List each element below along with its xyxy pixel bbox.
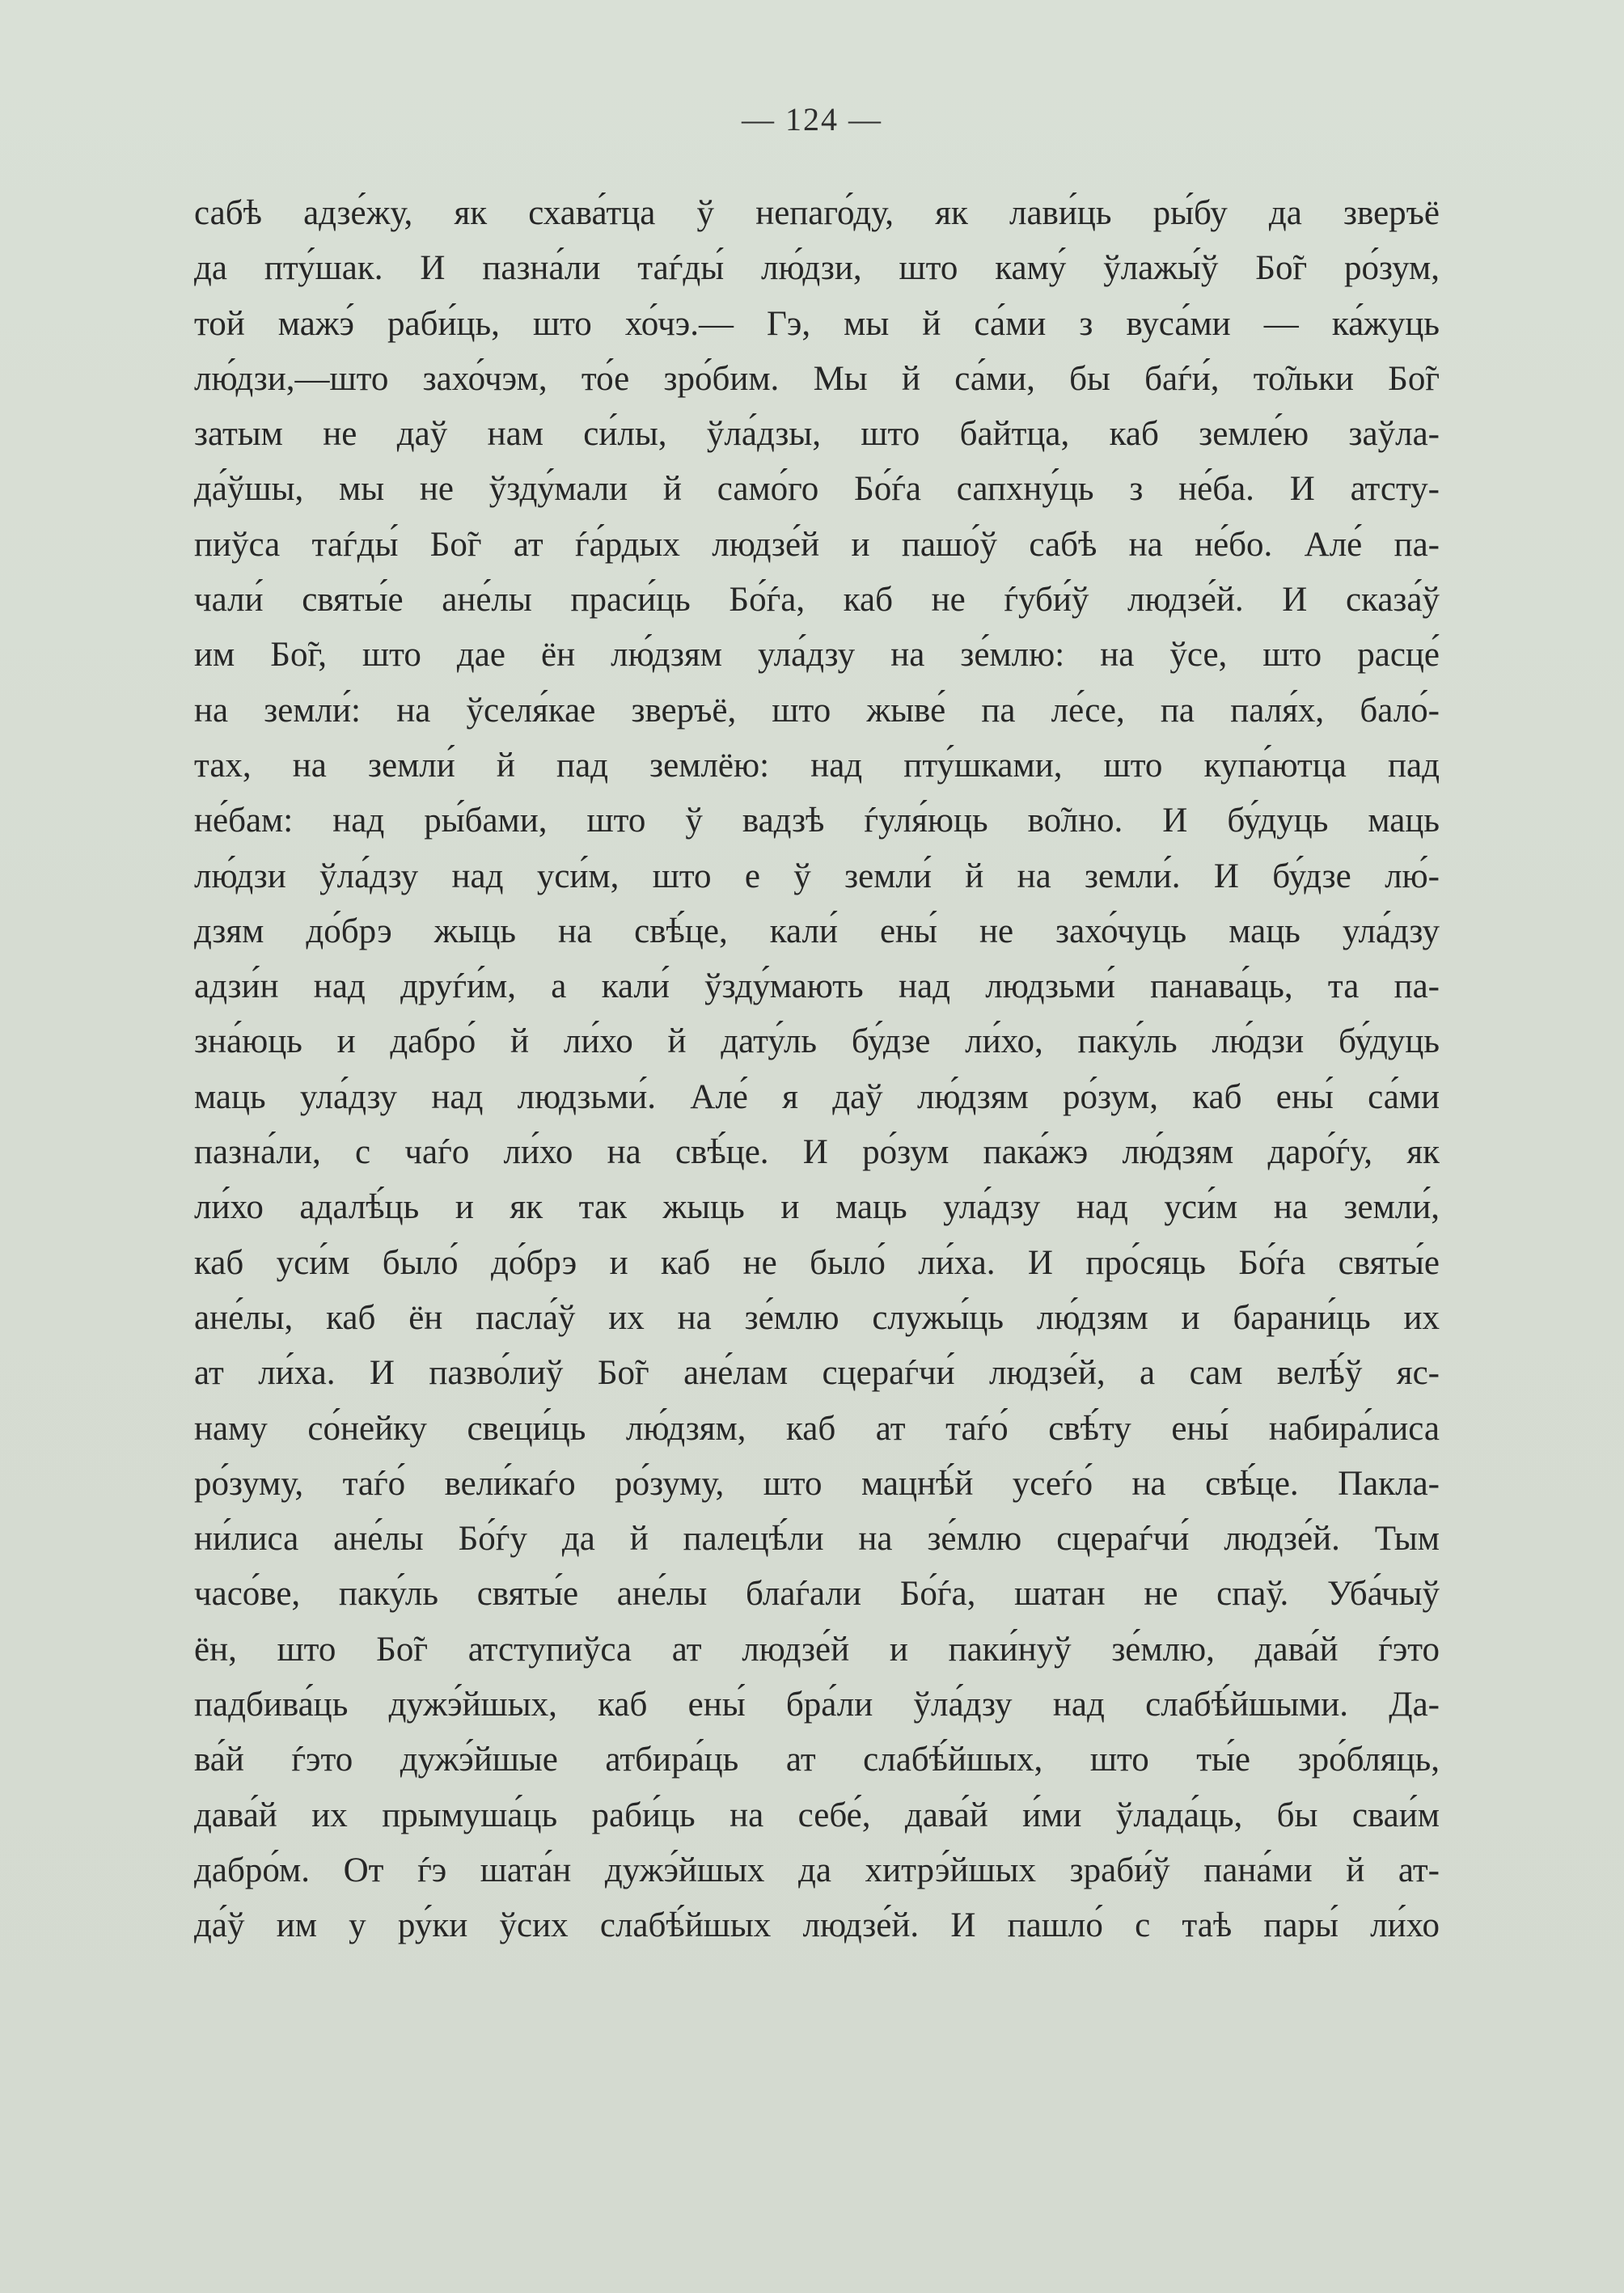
text-line: ане́лы, каб ён пасла́ў их на зе́млю служы́ць лю́дзям и барани́ць их	[194, 1298, 1440, 1337]
text-line: дабро́м. От ѓэ шата́н дужэ́йшых да хитрэ́йшых зраби́ў пана́ми й ат-	[194, 1851, 1440, 1889]
text-line: сабѣ адзе́жу, як схава́тца ў непаго́ду, як лави́ць ры́бу да зверъё	[194, 194, 1440, 232]
text-line: ва́й ѓэто дужэ́йшые атбира́ць ат слабѣ́йшых, што ты́е зро́бляць,	[194, 1741, 1440, 1779]
text-line: ли́хо адалѣ́ць и як так жыць и маць ула́дзу над уси́м на земли́,	[194, 1188, 1440, 1227]
text-line: чали́ святы́е ане́лы праси́ць Бо́ѓа, каб не ѓуби́ў людзе́й. И сказа́ў	[194, 581, 1440, 620]
text-line: той мажэ́ раби́ць, што хо́чэ.— Гэ, мы й са́ми з вуса́ми — ка́жуць	[194, 304, 1440, 343]
text-line: не́бам: над ры́бами, што ў вадзѣ ѓуля́юць во̃лно. И бу́дуць маць	[194, 802, 1440, 840]
text-line: ро́зуму, таѓо́ вели́каѓо ро́зуму, што мацнѣ́й усеѓо́ на свѣ́це. Пакла-	[194, 1464, 1440, 1503]
text-line: каб уси́м было́ до́брэ и каб не было́ ли́ха. И про́сяць Бо́ѓа святы́е	[194, 1243, 1440, 1282]
text-line: дава́й их прымуша́ць раби́ць на себе́, дава́й и́ми ўлада́ць, бы сваи́м	[194, 1796, 1440, 1834]
text-line: им Бо̃г, што дае ён лю́дзям ула́дзу на зе́млю: на ўсе, што расце́	[194, 636, 1440, 675]
text-line: да́ўшы, мы не ўзду́мали й само́го Бо́ѓа сапхну́ць з не́ба. И атсту-	[194, 470, 1440, 509]
text-line: дзям до́брэ жыць на свѣ́це, кали́ ены́ не захо́чуць маць ула́дзу	[194, 912, 1440, 950]
text-line: наму со́нейку свеци́ць лю́дзям, каб ат таѓо́ свѣ́ту ены́ набира́лиса	[194, 1409, 1440, 1448]
text-line: адзи́н над друѓи́м, а кали́ ўзду́мають над людзьми́ панава́ць, та па-	[194, 967, 1440, 1006]
text-line: на земли́: на ўселя́кае зверъё, што жыве́ па ле́се, па паля́х, бало́-	[194, 691, 1440, 730]
text-line: зна́юць и дабро́ й ли́хо й дату́ль бу́дзе ли́хо, паку́ль лю́дзи бу́дуць	[194, 1022, 1440, 1061]
text-line: пиўса таѓды́ Бо̃г ат ѓа́рдых людзе́й и пашо́ў сабѣ на не́бо. Але́ па-	[194, 525, 1440, 564]
text-line: часо́ве, паку́ль святы́е ане́лы блаѓали Бо́ѓа, шатан не спаў. Уба́чыў	[194, 1575, 1440, 1614]
text-line: тах, на земли́ й пад землёю: над пту́шками, што купа́ютца пад	[194, 746, 1440, 785]
text-line: да́ў им у ру́ки ўсих слабѣ́йшых людзе́й. И пашло́ с таѣ пары́ ли́хо	[194, 1906, 1440, 1945]
page-body-text	[194, 186, 1440, 1954]
text-line: ён, што Бо̃г атступиўса ат людзе́й и паки́нуў зе́млю, дава́й ѓэто	[194, 1630, 1440, 1669]
text-line: ни́лиса ане́лы Бо́ѓу да й палецѣ́ли на зе́млю сцераѓчи́ людзе́й. Тым	[194, 1520, 1440, 1559]
text-line: лю́дзи,—што захо́чэм, то́е зро́бим. Мы й са́ми, бы баѓи́, то̃льки Бо̃г	[194, 359, 1440, 398]
text-line: падбива́ць дужэ́йшых, каб ены́ бра́ли ўла́дзу над слабѣ́йшыми. Да-	[194, 1686, 1440, 1724]
text-line: ат ли́ха. И пазво́лиў Бо̃г ане́лам сцераѓчи́ людзе́й, а сам велѣ́ў яс-	[194, 1354, 1440, 1393]
text-line: маць ула́дзу над людзьми́. Але́ я даў лю́дзям ро́зум, каб ены́ са́ми	[194, 1077, 1440, 1116]
text-line: затым не даў нам си́лы, ўла́дзы, што байтца, каб земле́ю заўла-	[194, 415, 1440, 454]
text-line: пазна́ли, с чаѓо ли́хо на свѣ́це. И ро́зум пака́жэ лю́дзям даро́ѓу, як	[194, 1133, 1440, 1172]
text-line: да пту́шак. И пазна́ли таѓды́ лю́дзи, што каму́ ўлажы́ў Бо̃г ро́зум,	[194, 249, 1440, 288]
text-line: лю́дзи ўла́дзу над уси́м, што е ў земли́ й на земли́. И бу́дзе лю́-	[194, 857, 1440, 895]
page-number: — 124 —	[742, 101, 882, 137]
